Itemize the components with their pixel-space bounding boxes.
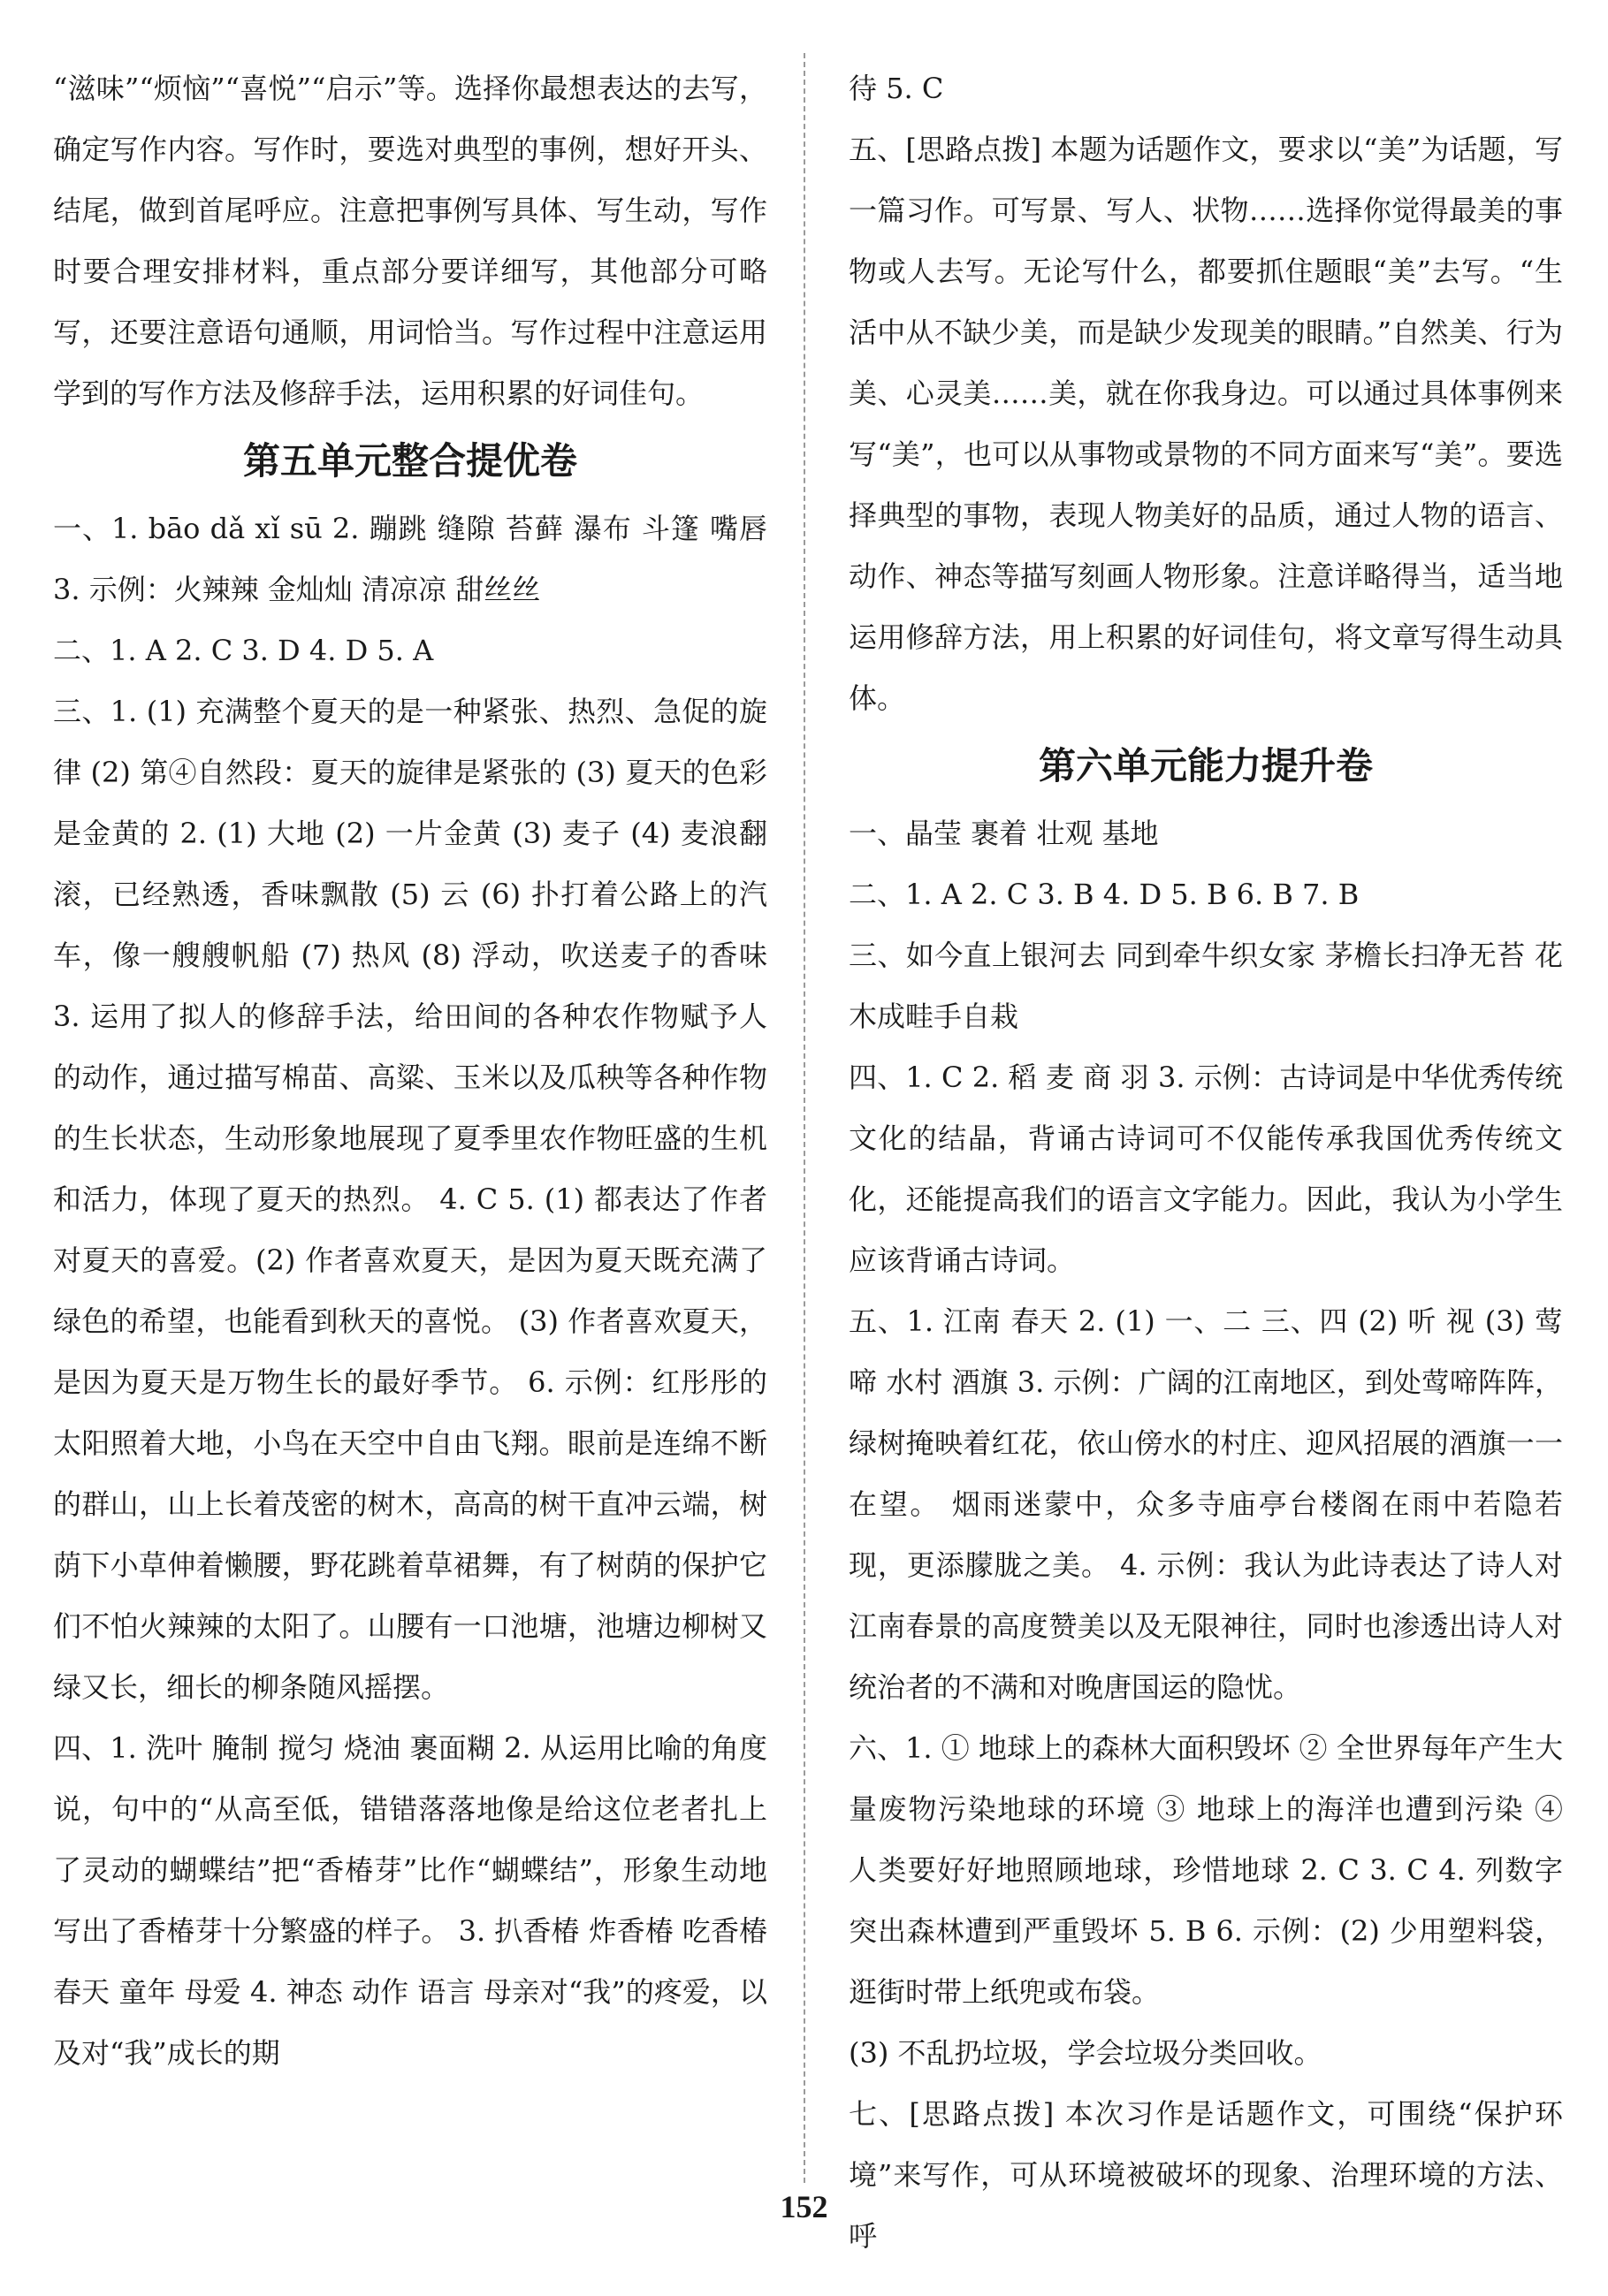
unit6-section-5: 五、1. 江南 春天 2. (1) 一、二 三、四 (2) 听 视 (3) 莺啼 水村 酒旗 3. 示例：广阔的江南地区，到处莺啼阵阵，绿树掩映着红花，依山傍水的村庄、迎风招展的酒旗一一在望。 烟雨迷蒙中，众多寺庙亭台楼阁在雨中若隐若现，更添朦胧之美。 4. 示例：我认为此诗表达了诗人对江南春景的高度赞美以及无限神往，同时也渗透出诗人对统治者的不满和对晚唐国运的隐忧。 [849, 1304, 1563, 1704]
unit6-section-2: 二、1. A 2. C 3. B 4. D 5. B 6. B 7. B [849, 878, 1360, 911]
unit5-section-2: 二、1. A 2. C 3. D 4. D 5. A [53, 634, 434, 667]
unit5-section-5: 五、[思路点拨] 本题为话题作文，要求以“美”为话题，写一篇习作。可写景、写人、状物……选择你觉得最美的事物或人去写。无论写什么，都要抓住题眼“美”去写。“生活中从不缺少美，而是缺少发现美的眼睛。”自然美、行为美、心灵美……美，就在你我身边。可以通过具体事例来写“美”，也可以从事物或景物的不同方面来写“美”。要选择典型的事物，表现人物美好的品质，通过人物的语言、动作、神态等描写刻画人物形象。注意详略得当，适当地运用修辞方法，用上积累的好词佳句，将文章写得生动具体。 [849, 133, 1563, 715]
unit5-section-1: 一、1. bāo dǎ xǐ sū 2. 蹦跳 缝隙 苔藓 瀑布 斗篷 嘴唇 3. 示例：火辣辣 金灿灿 清凉凉 甜丝丝 [53, 512, 767, 606]
unit6-section-6-item-3: (3) 不乱扔垃圾，学会垃圾分类回收。 [849, 2036, 1322, 2070]
left-column [53, 58, 767, 2084]
unit5-heading: 第五单元整合提优卷 [242, 439, 577, 483]
column-divider [804, 53, 805, 2183]
unit5-section-4: 四、1. 洗叶 腌制 搅匀 烧油 裹面糊 2. 从运用比喻的角度说，句中的“从高至低，错错落落地像是给这位老者扎上了灵动的蝴蝶结”把“香椿芽”比作“蝴蝶结”，形象生动地写出了香椿芽十分繁盛的样子。 3. 扒香椿 炸香椿 吃香椿 春天 童年 母爱 4. 神态 动作 语言 母亲对“我”的疼爱，以及对“我”成长的期 [53, 1731, 767, 2070]
unit6-section-6: 六、1. ① 地球上的森林大面积毁坏 ② 全世界每年产生大量废物污染地球的环境 ③ 地球上的海洋也遭到污染 ④ 人类要好好地照顾地球，珍惜地球 2. C 3. C 4. 列数字 突出森林遭到严重毁坏 5. B 6. 示例：(2) 少用塑料袋，逛街时带上纸兜或布袋。 [849, 1731, 1563, 2009]
unit6-section-3: 三、如今直上银河去 同到牵牛织女家 茅檐长扫净无苔 花木成畦手自栽 [849, 939, 1563, 1033]
page-number: 152 [780, 2189, 828, 2224]
unit5-section-4-tail: 待 5. C [849, 72, 944, 105]
unit4-writing-guidance-tail: “滋味”“烦恼”“喜悦”“启示”等。选择你最想表达的去写，确定写作内容。写作时，要选对典型的事例，想好开头、结尾，做到首尾呼应。注意把事例写具体、写生动，写作时要合理安排材料，重点部分要详细写，其他部分可略写，还要注意语句通顺，用词恰当。写作过程中注意运用学到的写作方法及修辞手法，运用积累的好词佳句。 [53, 72, 767, 410]
unit6-heading: 第六单元能力提升卷 [1038, 744, 1373, 787]
unit5-section-3: 三、1. (1) 充满整个夏天的是一种紧张、热烈、急促的旋律 (2) 第④自然段：夏天的旋律是紧张的 (3) 夏天的色彩是金黄的 2. (1) 大地 (2) 一片金黄 (3) 麦子 (4) 麦浪翻滚，已经熟透，香味飘散 (5) 云 (6) 扑打着公路上的汽车，像一艘艘帆船 (7) 热风 (8) 浮动，吹送麦子的香味 3. 运用了拟人的修辞手法，给田间的各种农作物赋予人的动作，通过描写棉苗、高粱、玉米以及瓜秧等各种作物的生长状态，生动形象地展现了夏季里农作物旺盛的生机和活力，体现了夏天的热烈。 4. C 5. (1) 都表达了作者对夏天的喜爱。(2) 作者喜欢夏天，是因为夏天既充满了绿色的希望，也能看到秋天的喜悦。 (3) 作者喜欢夏天，是因为夏天是万物生长的最好季节。 6. 示例：红彤彤的太阳照着大地，小鸟在天空中自由飞翔。眼前是连绵不断的群山，山上长着茂密的树木，高高的树干直冲云端，树荫下小草伸着懒腰，野花跳着草裙舞，有了树荫的保护它们不怕火辣辣的太阳了。山腰有一口池塘，池塘边柳树又绿又长，细长的柳条随风摇摆。 [53, 695, 767, 1704]
unit6-section-7: 七、[思路点拨] 本次习作是话题作文，可围绕“保护环境”来写作，可从环境被破坏的现象、治理环境的方法、呼 [849, 2097, 1563, 2253]
right-column [849, 58, 1563, 2267]
unit6-section-4: 四、1. C 2. 稻 麦 商 羽 3. 示例：古诗词是中华优秀传统文化的结晶，背诵古诗词可不仅能传承我国优秀传统文化，还能提高我们的语言文字能力。因此，我认为小学生应该背诵古诗词。 [849, 1061, 1563, 1277]
unit6-section-1: 一、晶莹 裹着 壮观 基地 [849, 817, 1159, 850]
